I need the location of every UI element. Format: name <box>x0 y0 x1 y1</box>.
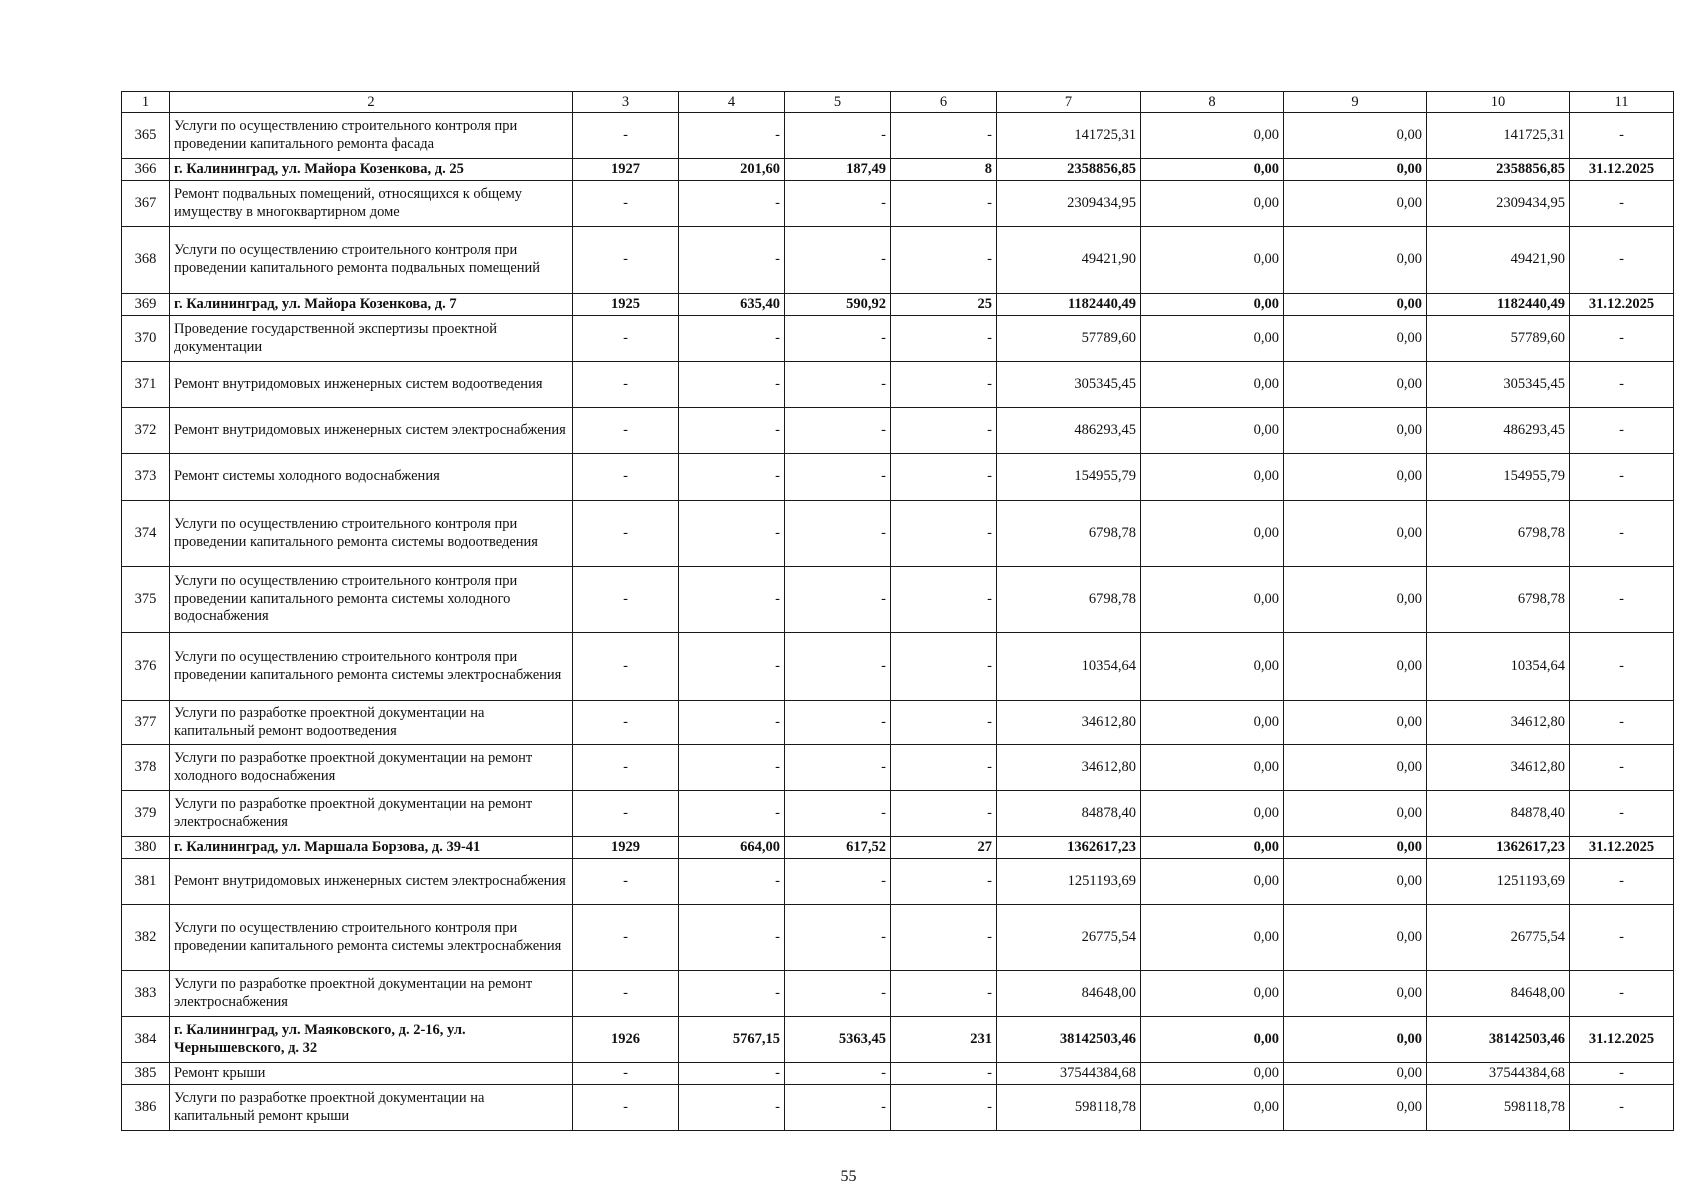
area-cell: - <box>679 1085 785 1131</box>
total-cost-cell: 154955,79 <box>997 454 1141 501</box>
cost-cell: 0,00 <box>1141 294 1284 316</box>
cost-cell: 6798,78 <box>1427 567 1570 633</box>
deadline-cell: 31.12.2025 <box>1570 159 1674 181</box>
work-row <box>122 701 1674 745</box>
row-number: 368 <box>122 227 170 294</box>
work-description: Услуги по разработке проектной документации на капитальный ремонт крыши <box>170 1085 573 1131</box>
year-cell: - <box>573 791 679 837</box>
row-number: 374 <box>122 501 170 567</box>
cost-cell: 0,00 <box>1284 113 1427 159</box>
cost-cell: 49421,90 <box>1427 227 1570 294</box>
area-cell: 5767,15 <box>679 1017 785 1063</box>
column-header: 6 <box>891 92 997 113</box>
count-cell: - <box>891 113 997 159</box>
cost-cell: 0,00 <box>1141 567 1284 633</box>
column-header: 10 <box>1427 92 1570 113</box>
cost-cell: 0,00 <box>1284 837 1427 859</box>
cost-cell: 0,00 <box>1284 159 1427 181</box>
cost-cell: 38142503,46 <box>1427 1017 1570 1063</box>
area-cell: - <box>679 745 785 791</box>
work-row <box>122 181 1674 227</box>
cost-cell: 0,00 <box>1141 905 1284 971</box>
deadline-cell: - <box>1570 408 1674 454</box>
deadline-cell: - <box>1570 633 1674 701</box>
work-description: Проведение государственной экспертизы проектной документации <box>170 316 573 362</box>
total-cost-cell: 57789,60 <box>997 316 1141 362</box>
page-number: 55 <box>840 1168 857 1185</box>
cost-cell: 34612,80 <box>1427 701 1570 745</box>
work-row <box>122 454 1674 501</box>
total-cost-cell: 84648,00 <box>997 971 1141 1017</box>
row-number: 366 <box>122 159 170 181</box>
column-header: 4 <box>679 92 785 113</box>
area-cell: - <box>785 454 891 501</box>
cost-cell: 10354,64 <box>1427 633 1570 701</box>
work-row <box>122 633 1674 701</box>
cost-cell: 0,00 <box>1141 859 1284 905</box>
cost-cell: 0,00 <box>1284 1085 1427 1131</box>
cost-cell: 0,00 <box>1284 859 1427 905</box>
deadline-cell: - <box>1570 227 1674 294</box>
column-number-header-row <box>122 92 1674 113</box>
cost-cell: 0,00 <box>1141 1063 1284 1085</box>
year-cell: - <box>573 181 679 227</box>
year-cell: - <box>573 633 679 701</box>
year-cell: 1927 <box>573 159 679 181</box>
total-cost-cell: 1251193,69 <box>997 859 1141 905</box>
count-cell: - <box>891 181 997 227</box>
row-number: 376 <box>122 633 170 701</box>
column-header: 7 <box>997 92 1141 113</box>
year-cell: - <box>573 227 679 294</box>
count-cell: - <box>891 905 997 971</box>
count-cell: - <box>891 316 997 362</box>
area-cell: - <box>785 408 891 454</box>
area-cell: 187,49 <box>785 159 891 181</box>
cost-cell: 1251193,69 <box>1427 859 1570 905</box>
work-row <box>122 745 1674 791</box>
total-cost-cell: 6798,78 <box>997 501 1141 567</box>
deadline-cell: - <box>1570 971 1674 1017</box>
year-cell: - <box>573 905 679 971</box>
cost-cell: 57789,60 <box>1427 316 1570 362</box>
area-cell: - <box>679 181 785 227</box>
work-row <box>122 905 1674 971</box>
year-cell: - <box>573 408 679 454</box>
work-description: Ремонт внутридомовых инженерных систем водоотведения <box>170 362 573 408</box>
total-cost-cell: 598118,78 <box>997 1085 1141 1131</box>
work-description: Услуги по разработке проектной документации на ремонт электроснабжения <box>170 791 573 837</box>
area-cell: - <box>679 971 785 1017</box>
year-cell: - <box>573 316 679 362</box>
column-header: 3 <box>573 92 679 113</box>
column-header: 5 <box>785 92 891 113</box>
cost-cell: 2358856,85 <box>1427 159 1570 181</box>
total-cost-cell: 34612,80 <box>997 745 1141 791</box>
row-number: 369 <box>122 294 170 316</box>
total-cost-cell: 49421,90 <box>997 227 1141 294</box>
year-cell: - <box>573 1085 679 1131</box>
area-cell: 5363,45 <box>785 1017 891 1063</box>
year-cell: - <box>573 971 679 1017</box>
cost-cell: 0,00 <box>1141 1085 1284 1131</box>
year-cell: - <box>573 113 679 159</box>
deadline-cell: - <box>1570 454 1674 501</box>
deadline-cell: - <box>1570 181 1674 227</box>
work-description: Услуги по осуществлению строительного контроля при проведении капитального ремонта системы холодного водоснабжения <box>170 567 573 633</box>
area-cell: - <box>679 859 785 905</box>
area-cell: - <box>785 181 891 227</box>
row-number: 375 <box>122 567 170 633</box>
cost-cell: 26775,54 <box>1427 905 1570 971</box>
count-cell: - <box>891 633 997 701</box>
address-row <box>122 837 1674 859</box>
total-cost-cell: 38142503,46 <box>997 1017 1141 1063</box>
count-cell: - <box>891 701 997 745</box>
area-cell: 664,00 <box>679 837 785 859</box>
cost-cell: 0,00 <box>1141 971 1284 1017</box>
year-cell: - <box>573 1063 679 1085</box>
area-cell: - <box>785 791 891 837</box>
row-number: 379 <box>122 791 170 837</box>
cost-cell: 37544384,68 <box>1427 1063 1570 1085</box>
count-cell: 25 <box>891 294 997 316</box>
cost-cell: 0,00 <box>1284 971 1427 1017</box>
cost-cell: 0,00 <box>1141 159 1284 181</box>
address-row <box>122 294 1674 316</box>
cost-cell: 0,00 <box>1284 701 1427 745</box>
year-cell: - <box>573 567 679 633</box>
total-cost-cell: 2309434,95 <box>997 181 1141 227</box>
area-cell: - <box>679 501 785 567</box>
deadline-cell: - <box>1570 501 1674 567</box>
area-cell: - <box>679 227 785 294</box>
area-cell: - <box>785 859 891 905</box>
work-description: г. Калининград, ул. Майора Козенкова, д. 25 <box>170 159 573 181</box>
column-header: 11 <box>1570 92 1674 113</box>
table-body <box>122 92 1674 1131</box>
count-cell: - <box>891 745 997 791</box>
column-header: 2 <box>170 92 573 113</box>
cost-cell: 486293,45 <box>1427 408 1570 454</box>
cost-cell: 0,00 <box>1141 501 1284 567</box>
cost-cell: 2309434,95 <box>1427 181 1570 227</box>
area-cell: - <box>679 701 785 745</box>
row-number: 384 <box>122 1017 170 1063</box>
cost-cell: 0,00 <box>1284 181 1427 227</box>
area-cell: - <box>785 1063 891 1085</box>
area-cell: 590,92 <box>785 294 891 316</box>
row-number: 383 <box>122 971 170 1017</box>
column-header: 1 <box>122 92 170 113</box>
work-row <box>122 1063 1674 1085</box>
count-cell: 27 <box>891 837 997 859</box>
cost-cell: 0,00 <box>1284 791 1427 837</box>
work-row <box>122 971 1674 1017</box>
work-description: Услуги по осуществлению строительного контроля при проведении капитального ремонта системы электроснабжения <box>170 905 573 971</box>
work-row <box>122 791 1674 837</box>
deadline-cell: - <box>1570 745 1674 791</box>
count-cell: - <box>891 1063 997 1085</box>
column-header: 9 <box>1284 92 1427 113</box>
area-cell: - <box>679 454 785 501</box>
work-description: Услуги по осуществлению строительного контроля при проведении капитального ремонта системы электроснабжения <box>170 633 573 701</box>
cost-cell: 0,00 <box>1141 408 1284 454</box>
row-number: 372 <box>122 408 170 454</box>
cost-cell: 0,00 <box>1141 362 1284 408</box>
area-cell: - <box>679 905 785 971</box>
row-number: 365 <box>122 113 170 159</box>
cost-cell: 84878,40 <box>1427 791 1570 837</box>
work-row <box>122 567 1674 633</box>
deadline-cell: - <box>1570 701 1674 745</box>
cost-cell: 0,00 <box>1284 362 1427 408</box>
work-description: Ремонт внутридомовых инженерных систем электроснабжения <box>170 408 573 454</box>
count-cell: - <box>891 567 997 633</box>
row-number: 377 <box>122 701 170 745</box>
work-description: г. Калининград, ул. Маршала Борзова, д. 39-41 <box>170 837 573 859</box>
deadline-cell: - <box>1570 567 1674 633</box>
total-cost-cell: 2358856,85 <box>997 159 1141 181</box>
cost-cell: 598118,78 <box>1427 1085 1570 1131</box>
area-cell: - <box>785 1085 891 1131</box>
work-description: Услуги по разработке проектной документации на капитальный ремонт водоотведения <box>170 701 573 745</box>
column-header: 8 <box>1141 92 1284 113</box>
row-number: 371 <box>122 362 170 408</box>
total-cost-cell: 141725,31 <box>997 113 1141 159</box>
work-description: Услуги по осуществлению строительного контроля при проведении капитального ремонта подвальных помещений <box>170 227 573 294</box>
area-cell: - <box>785 905 891 971</box>
row-number: 370 <box>122 316 170 362</box>
year-cell: - <box>573 454 679 501</box>
area-cell: - <box>785 971 891 1017</box>
cost-cell: 0,00 <box>1141 745 1284 791</box>
area-cell: - <box>785 316 891 362</box>
total-cost-cell: 1182440,49 <box>997 294 1141 316</box>
count-cell: - <box>891 791 997 837</box>
address-row <box>122 159 1674 181</box>
row-number: 385 <box>122 1063 170 1085</box>
work-description: г. Калининград, ул. Маяковского, д. 2-16, ул. Чернышевского, д. 32 <box>170 1017 573 1063</box>
cost-cell: 0,00 <box>1284 501 1427 567</box>
cost-cell: 0,00 <box>1141 227 1284 294</box>
count-cell: 231 <box>891 1017 997 1063</box>
deadline-cell: 31.12.2025 <box>1570 837 1674 859</box>
work-description: Услуги по разработке проектной документации на ремонт электроснабжения <box>170 971 573 1017</box>
count-cell: - <box>891 454 997 501</box>
cost-cell: 0,00 <box>1141 791 1284 837</box>
area-cell: 201,60 <box>679 159 785 181</box>
area-cell: - <box>679 791 785 837</box>
total-cost-cell: 84878,40 <box>997 791 1141 837</box>
cost-cell: 0,00 <box>1141 181 1284 227</box>
work-row <box>122 362 1674 408</box>
total-cost-cell: 26775,54 <box>997 905 1141 971</box>
area-cell: - <box>679 567 785 633</box>
year-cell: - <box>573 859 679 905</box>
cost-cell: 34612,80 <box>1427 745 1570 791</box>
year-cell: - <box>573 701 679 745</box>
cost-cell: 0,00 <box>1141 113 1284 159</box>
area-cell: - <box>785 362 891 408</box>
area-cell: - <box>785 501 891 567</box>
deadline-cell: - <box>1570 905 1674 971</box>
cost-cell: 0,00 <box>1284 567 1427 633</box>
row-number: 378 <box>122 745 170 791</box>
work-description: Услуги по разработке проектной документации на ремонт холодного водоснабжения <box>170 745 573 791</box>
area-cell: - <box>785 567 891 633</box>
work-description: Услуги по осуществлению строительного контроля при проведении капитального ремонта фасада <box>170 113 573 159</box>
cost-cell: 154955,79 <box>1427 454 1570 501</box>
total-cost-cell: 305345,45 <box>997 362 1141 408</box>
area-cell: - <box>679 362 785 408</box>
row-number: 382 <box>122 905 170 971</box>
register-table <box>121 91 1674 1131</box>
cost-cell: 0,00 <box>1141 633 1284 701</box>
area-cell: - <box>785 227 891 294</box>
count-cell: - <box>891 227 997 294</box>
row-number: 373 <box>122 454 170 501</box>
cost-cell: 0,00 <box>1284 408 1427 454</box>
deadline-cell: - <box>1570 1063 1674 1085</box>
year-cell: - <box>573 745 679 791</box>
cost-cell: 0,00 <box>1141 1017 1284 1063</box>
work-description: Ремонт подвальных помещений, относящихся к общему имуществу в многоквартирном доме <box>170 181 573 227</box>
area-cell: - <box>785 701 891 745</box>
cost-cell: 0,00 <box>1141 316 1284 362</box>
area-cell: - <box>785 745 891 791</box>
count-cell: - <box>891 501 997 567</box>
total-cost-cell: 37544384,68 <box>997 1063 1141 1085</box>
cost-cell: 0,00 <box>1284 1063 1427 1085</box>
work-description: Ремонт системы холодного водоснабжения <box>170 454 573 501</box>
cost-cell: 0,00 <box>1141 701 1284 745</box>
count-cell: - <box>891 1085 997 1131</box>
work-description: Ремонт крыши <box>170 1063 573 1085</box>
count-cell: - <box>891 971 997 1017</box>
cost-cell: 0,00 <box>1141 454 1284 501</box>
total-cost-cell: 486293,45 <box>997 408 1141 454</box>
area-cell: - <box>785 633 891 701</box>
row-number: 367 <box>122 181 170 227</box>
cost-cell: 0,00 <box>1284 905 1427 971</box>
cost-cell: 1182440,49 <box>1427 294 1570 316</box>
cost-cell: 0,00 <box>1284 633 1427 701</box>
work-row <box>122 113 1674 159</box>
year-cell: 1926 <box>573 1017 679 1063</box>
area-cell: - <box>679 1063 785 1085</box>
area-cell: - <box>785 113 891 159</box>
count-cell: - <box>891 408 997 454</box>
cost-cell: 1362617,23 <box>1427 837 1570 859</box>
cost-cell: 0,00 <box>1284 227 1427 294</box>
year-cell: 1929 <box>573 837 679 859</box>
row-number: 386 <box>122 1085 170 1131</box>
cost-cell: 141725,31 <box>1427 113 1570 159</box>
total-cost-cell: 34612,80 <box>997 701 1141 745</box>
year-cell: - <box>573 501 679 567</box>
area-cell: - <box>679 633 785 701</box>
year-cell: - <box>573 362 679 408</box>
cost-cell: 0,00 <box>1284 745 1427 791</box>
total-cost-cell: 1362617,23 <box>997 837 1141 859</box>
cost-cell: 0,00 <box>1284 454 1427 501</box>
work-row <box>122 316 1674 362</box>
cost-cell: 0,00 <box>1284 316 1427 362</box>
deadline-cell: 31.12.2025 <box>1570 1017 1674 1063</box>
area-cell: 635,40 <box>679 294 785 316</box>
work-description: г. Калининград, ул. Майора Козенкова, д. 7 <box>170 294 573 316</box>
area-cell: - <box>679 408 785 454</box>
deadline-cell: - <box>1570 859 1674 905</box>
cost-cell: 0,00 <box>1141 837 1284 859</box>
cost-cell: 84648,00 <box>1427 971 1570 1017</box>
deadline-cell: - <box>1570 362 1674 408</box>
count-cell: - <box>891 859 997 905</box>
work-row <box>122 859 1674 905</box>
row-number: 380 <box>122 837 170 859</box>
cost-cell: 6798,78 <box>1427 501 1570 567</box>
year-cell: 1925 <box>573 294 679 316</box>
work-description: Ремонт внутридомовых инженерных систем электроснабжения <box>170 859 573 905</box>
cost-cell: 305345,45 <box>1427 362 1570 408</box>
deadline-cell: - <box>1570 1085 1674 1131</box>
work-row <box>122 408 1674 454</box>
total-cost-cell: 6798,78 <box>997 567 1141 633</box>
deadline-cell: - <box>1570 316 1674 362</box>
work-description: Услуги по осуществлению строительного контроля при проведении капитального ремонта системы водоотведения <box>170 501 573 567</box>
row-number: 381 <box>122 859 170 905</box>
count-cell: 8 <box>891 159 997 181</box>
area-cell: - <box>679 316 785 362</box>
total-cost-cell: 10354,64 <box>997 633 1141 701</box>
deadline-cell: - <box>1570 113 1674 159</box>
area-cell: 617,52 <box>785 837 891 859</box>
deadline-cell: - <box>1570 791 1674 837</box>
work-row <box>122 1085 1674 1131</box>
address-row <box>122 1017 1674 1063</box>
cost-cell: 0,00 <box>1284 1017 1427 1063</box>
work-row <box>122 227 1674 294</box>
area-cell: - <box>679 113 785 159</box>
count-cell: - <box>891 362 997 408</box>
deadline-cell: 31.12.2025 <box>1570 294 1674 316</box>
cost-cell: 0,00 <box>1284 294 1427 316</box>
work-row <box>122 501 1674 567</box>
